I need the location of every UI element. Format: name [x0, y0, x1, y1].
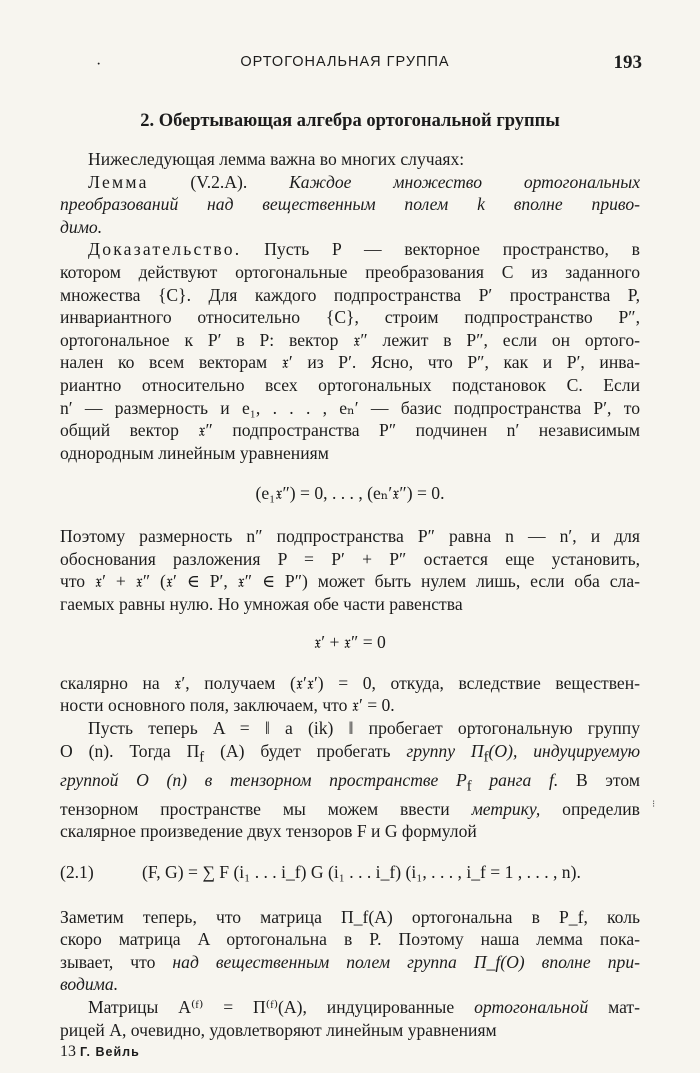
- equation-number: (2.1): [60, 862, 94, 883]
- para4-line-2a: O (n). Тогда Π: [60, 740, 200, 761]
- proof-line-10: однородным линейным уравнениям: [60, 442, 329, 463]
- para6-line-1a: Матрицы A⁽ᶠ⁾ = Π⁽ᶠ⁾(A), индуцированные: [88, 997, 455, 1018]
- para4-line-3a: группой O (n) в тензорном пространстве P: [60, 769, 467, 790]
- para5-line-3a: зывает, что: [60, 951, 156, 972]
- lemma-line-2: преобразований над вещественным полем k вполне приво-: [60, 194, 640, 215]
- page-number: 193: [613, 52, 642, 73]
- proof-line-4: инвариантного относительно {C}, строим подпространство P″,: [60, 307, 640, 328]
- para4-line-4a: тензорном пространстве мы можем ввести: [60, 798, 450, 819]
- intro-line: Нижеследующая лемма важна во многих случаях:: [88, 149, 465, 169]
- proof-line-8: n′ — размерность и e₁, . . . , eₙ′ — базис подпространства P′, то: [60, 397, 640, 418]
- para6-line-1b: ортогональной: [474, 997, 589, 1018]
- proof-line-2: котором действуют ортогональные преобразования C из заданного: [60, 261, 640, 282]
- para3-line-1: скалярно на 𝔵′, получаем (𝔵′𝔵′) = 0, откуда, вследствие веществен-: [60, 672, 640, 693]
- para5-line-1: Заметим теперь, что матрица Π_f(A) ортогональна в P_f, коль: [60, 906, 640, 927]
- proof-line-3: множества {C}. Для каждого подпространства P′ пространства P,: [60, 284, 640, 305]
- proof-line-6: нален ко всем векторам 𝔵′ из P′. Ясно, что P″, как и P′, инва-: [60, 352, 640, 373]
- equation-2: 𝔵′ + 𝔵″ = 0: [314, 632, 386, 653]
- lemma-number: (V.2.A).: [190, 171, 248, 192]
- lemma-statement-1: Каждое множество ортогональных: [289, 171, 640, 192]
- signature-line: [60, 1041, 640, 1064]
- para4-line-1: Пусть теперь A = ‖ a (ik) ‖ пробегает ортогональную группу: [88, 718, 640, 739]
- sub-f-3: f: [466, 778, 472, 795]
- section-title: 2. Обертывающая алгебра ортогональной группы: [140, 111, 560, 131]
- para6-line-1c: мат-: [608, 997, 640, 1018]
- para4-line-4c: определив: [562, 798, 640, 819]
- lemma-line-3: димо.: [60, 216, 103, 237]
- equation-3-formula: (F, G) = ∑ F (i₁ . . . i_f) G (i₁ . . . i_f) (i₁, . . . , i_f = 1 , . . . , n).: [142, 862, 581, 883]
- para6-line-2: рицей A, очевидно, удовлетворяют линейным уравнениям: [60, 1019, 497, 1040]
- para4-line-3c: В этом: [575, 769, 640, 790]
- para6-line-1: [60, 996, 640, 1019]
- signature-mark: 13: [60, 1043, 76, 1061]
- para5-line-4: водима.: [60, 974, 119, 995]
- lemma-label: Лемма: [88, 171, 149, 192]
- para4-line-2b: (A) будет пробегать: [220, 740, 391, 761]
- proof-line-1: [60, 238, 640, 261]
- para4-line-4: [60, 798, 640, 821]
- proof-text-1: Пусть P — векторное пространство, в: [264, 239, 640, 260]
- para2-line-4: гаемых равны нулю. Но умножая обе части равенства: [60, 593, 463, 614]
- para2-line-3: что 𝔵′ + 𝔵″ (𝔵′ ∈ P′, 𝔵″ ∈ P″) может быть нулем лишь, если оба сла-: [60, 571, 640, 592]
- equation-3: [60, 861, 640, 884]
- sub-f-1: f: [199, 749, 205, 766]
- proof-line-7: риантно относительно всех ортогональных подстановок C. Если: [60, 374, 640, 395]
- lemma-line-1: [60, 171, 640, 194]
- para4-line-5: скалярное произведение двух тензоров F и G формулой: [60, 821, 477, 842]
- body-text: [60, 148, 640, 1064]
- para2-line-2: обоснования разложения P = P′ + P″ остается еще установить,: [60, 548, 640, 569]
- sub-f-2: f: [483, 749, 489, 766]
- para4-line-4b: метрику,: [471, 798, 541, 819]
- para4-line-2d: (O), индуцируемую: [488, 740, 640, 761]
- para4-line-3b: ранга f.: [489, 769, 559, 790]
- para5-line-2: скоро матрица A ортогональна в P. Поэтому наша лемма пока-: [60, 929, 640, 950]
- margin-mark: ⁝: [652, 799, 656, 810]
- equation-1: (e₁𝔵″) = 0, . . . , (eₙ′𝔵″) = 0.: [255, 483, 445, 504]
- signature-text: Г. Вейль: [80, 1045, 140, 1060]
- para4-line-2c: группу Π: [406, 740, 484, 761]
- para4-line-3: [60, 769, 640, 798]
- para2-line-1: Поэтому размерность n″ подпространства P″ равна n — n′, и для: [60, 525, 640, 546]
- para5-line-3b: над вещественным полем группа Π_f(O) вполне при-: [172, 951, 640, 972]
- proof-line-5: ортогональное к P′ в P: вектор 𝔵″ лежит в P″, если он ортого-: [60, 329, 640, 350]
- running-head: ОРТОГОНАЛЬНАЯ ГРУППА: [240, 54, 450, 70]
- proof-line-9: общий вектор 𝔵″ подпространства P″ подчинен n′ независимым: [60, 420, 640, 441]
- para5-line-3: [60, 951, 640, 974]
- header-dot: ·: [96, 56, 102, 73]
- page-header: [0, 50, 700, 80]
- para4-line-2: [60, 740, 640, 769]
- proof-label: Доказательство.: [88, 239, 242, 260]
- para3-line-2: ности основного поля, заключаем, что 𝔵′ = 0.: [60, 695, 395, 716]
